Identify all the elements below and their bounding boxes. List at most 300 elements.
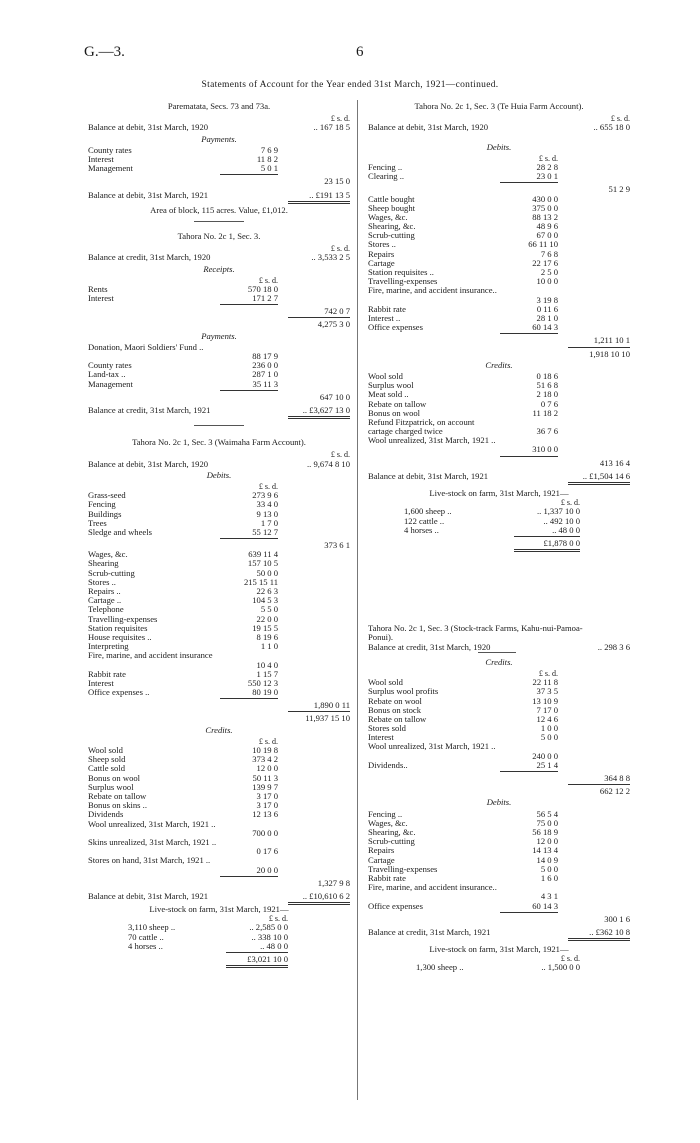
ledger-row	[88, 688, 350, 697]
debits-heading: Debits.	[206, 469, 232, 480]
ledger-amount: 22 6 3	[256, 586, 278, 597]
ledger-label: Sledge and wheels	[88, 526, 152, 537]
ledger-row	[368, 286, 630, 304]
ledger-label: Stores sold	[368, 723, 406, 734]
ledger-label: Bonus on wool	[368, 407, 421, 418]
ledger-amount: 171 2 7	[252, 293, 278, 304]
ledger-row	[88, 587, 350, 596]
single-rule	[500, 333, 558, 334]
total-amount: 364 8 8	[604, 773, 630, 784]
ledger-label: County rates	[88, 144, 132, 155]
section-title: Tahora No. 2c 1, Sec. 3 (Stock-track Farms, Kahu-nui-Pamoa-Ponui).	[368, 623, 583, 643]
single-rule	[500, 456, 558, 457]
ledger-amount: 0 17 6	[256, 846, 278, 857]
ledger-amount: 215 15 11	[243, 576, 278, 587]
ledger-label: Bonus on skins ..	[88, 800, 147, 811]
double-rule	[568, 482, 630, 485]
ledger-amount: 5 5 0	[260, 604, 278, 615]
ledger-row	[368, 231, 630, 240]
ledger-row	[368, 323, 630, 332]
ledger-amount: 8 19 6	[256, 631, 278, 642]
ledger-label: Repairs	[368, 248, 395, 259]
total-amount: 742 0 7	[324, 306, 350, 317]
ledger-row	[88, 380, 350, 389]
ledger-row	[88, 361, 350, 370]
currency-header	[88, 482, 350, 491]
ledger-row	[368, 250, 630, 259]
ledger-amount: 3 19 8	[536, 294, 558, 305]
currency-header	[88, 737, 350, 746]
ledger-row	[88, 569, 350, 578]
ledger-label: Interest	[368, 732, 394, 743]
currency-header-label: £ s. d.	[538, 153, 558, 163]
ledger-amount: 7 6 9	[260, 144, 278, 155]
ledger-amount: 7 6 8	[540, 248, 558, 259]
ledger-row	[88, 294, 350, 303]
ledger-row	[368, 418, 630, 436]
ledger-label: Rents	[88, 283, 108, 294]
ledger-amount: 67 0 0	[536, 230, 558, 241]
single-rule	[288, 711, 350, 712]
ledger-label: Cattle sold	[88, 763, 125, 774]
ledger-label: Fire, marine, and accident insurance	[88, 650, 213, 661]
total-amount: 662 12 2	[599, 786, 630, 797]
ledger-total	[88, 393, 350, 402]
double-rule	[288, 902, 350, 905]
balance-row	[368, 123, 630, 132]
ledger-label: Cartage	[368, 257, 395, 268]
ledger-label: Wages, &c.	[88, 549, 128, 560]
currency-header-label: £ s. d.	[330, 244, 350, 254]
section-title: Parematata, Secs. 73 and 73a.	[167, 101, 271, 111]
ledger-row	[368, 305, 630, 314]
ledger-label: Refund Fitzpatrick, on account cartage charged twice	[368, 416, 475, 437]
balance-row	[88, 123, 350, 132]
currency-header-label: £ s. d.	[538, 668, 558, 678]
balance-amount: .. 298 3 6	[597, 641, 630, 652]
ledger-label: Cartage ..	[88, 595, 122, 606]
ledger-label: Cattle bought	[368, 193, 415, 204]
ledger-rule	[88, 415, 350, 419]
balance-label: Balance at credit, 31st March, 1921	[368, 926, 491, 937]
ledger-amount: 1 0 0	[540, 723, 558, 734]
ledger-total	[88, 320, 350, 329]
ledger-row	[88, 491, 350, 500]
ledger-row	[88, 856, 350, 874]
ledger-label: Grass-seed	[88, 490, 126, 501]
left-column	[88, 102, 350, 968]
double-rule	[226, 965, 288, 968]
ledger-amount: 10 19 8	[252, 745, 278, 756]
ledger-amount: 0 11 6	[536, 303, 558, 314]
balance-row	[368, 928, 630, 937]
ledger-label: Station requisites	[88, 622, 148, 633]
ledger-row	[368, 163, 630, 172]
debits-heading: Debits.	[486, 797, 512, 808]
balance-amount: .. £362 10 8	[589, 926, 630, 937]
balance-amount: .. £3,627 13 0	[302, 404, 350, 415]
total-amount: 4,275 3 0	[317, 319, 350, 330]
ledger-amount: 50 0 0	[256, 567, 278, 578]
ledger-row	[88, 596, 350, 605]
ledger-amount: 88 13 2	[532, 211, 558, 222]
currency-header	[88, 276, 350, 285]
currency-header-label: £ s. d.	[258, 275, 278, 285]
ledger-amount: 287 1 0	[252, 369, 278, 380]
right-column	[368, 102, 630, 973]
currency-header-label: £ s. d.	[330, 114, 350, 124]
page-number: 6	[356, 44, 364, 60]
ledger-amount: 373 4 2	[252, 754, 278, 765]
spacer	[368, 652, 630, 656]
ledger-label: Rabbit rate	[368, 303, 406, 314]
balance-row	[88, 191, 350, 200]
ledger-total	[368, 459, 630, 468]
balance-label: Balance at debit, 31st March, 1921	[88, 890, 209, 901]
balance-label: Balance at debit, 31st March, 1920	[88, 458, 209, 469]
balance-amount: .. £1,504 14 6	[582, 470, 630, 481]
ledger-label: Station requisites ..	[368, 267, 434, 278]
ledger-label: Fire, marine, and accident insurance..	[368, 285, 497, 296]
ledger-total	[88, 714, 350, 723]
ledger-amount: 5 0 0	[540, 732, 558, 743]
ledger-label: Meat sold ..	[368, 389, 409, 400]
livestock-row	[368, 963, 630, 972]
ledger-label: House requisites ..	[88, 631, 152, 642]
ledger-amount: 310 0 0	[532, 444, 558, 455]
livestock-total-amount: £3,021 10 0	[247, 954, 288, 965]
ledger-amount: 51 6 8	[536, 380, 558, 391]
ledger-label: Buildings	[88, 508, 122, 519]
ledger-amount: 639 11 4	[248, 549, 278, 560]
ledger-amount: 0 7 6	[540, 398, 558, 409]
ledger-amount: 157 10 5	[247, 558, 278, 569]
spacer	[368, 133, 630, 141]
ledger-total	[88, 307, 350, 316]
livestock-label: 122 cattle ..	[404, 515, 445, 526]
ledger-label: Wool unrealized, 31st March, 1921 ..	[88, 818, 216, 829]
ledger-label: Rabbit rate	[368, 872, 406, 883]
single-rule	[220, 304, 278, 305]
ledger-label: Travelling-expenses	[368, 276, 438, 287]
currency-header-label: £ s. d.	[258, 736, 278, 746]
ledger-row	[368, 761, 630, 770]
balance-row	[88, 406, 350, 415]
ledger-amount: 0 18 6	[536, 370, 558, 381]
single-rule	[220, 538, 278, 539]
livestock-amount: .. 48 0 0	[260, 940, 288, 951]
ledger-label: Fencing	[88, 499, 116, 510]
ledger-amount: 22 11 8	[532, 677, 558, 688]
ledger-label: Wages, &c.	[368, 211, 408, 222]
livestock-amount: .. 1,500 0 0	[541, 962, 580, 973]
ledger-amount: 14 0 9	[536, 854, 558, 865]
receipts-heading: Receipts.	[203, 263, 235, 274]
currency-header	[368, 954, 630, 963]
ledger-label: Land-tax ..	[88, 369, 126, 380]
credits-heading: Credits.	[485, 656, 513, 667]
currency-header-label: £ s. d.	[258, 481, 278, 491]
ledger-label: Office expenses	[368, 322, 423, 333]
livestock-total	[88, 955, 350, 964]
ledger-amount: 50 11 3	[252, 772, 278, 783]
ledger-amount: 10 4 0	[256, 659, 278, 670]
ledger-amount: 13 10 9	[532, 695, 558, 706]
balance-label: Balance at credit, 31st March, 1920	[88, 252, 211, 263]
block-area-note: Area of block, 115 acres. Value, £1,012.	[150, 204, 288, 215]
ledger-label: Donation, Maori Soldiers' Fund ..	[88, 341, 204, 352]
balance-amount: .. 9,674 8 10	[307, 458, 350, 469]
ledger-label: Wool sold	[368, 370, 403, 381]
single-rule	[220, 698, 278, 699]
ledger-amount: 37 3 5	[536, 686, 558, 697]
spacer	[368, 552, 630, 624]
balance-label: Balance at credit, 31st March, 1921	[88, 404, 211, 415]
ledger-label: Wool sold	[368, 677, 403, 688]
total-amount: 647 10 0	[319, 391, 350, 402]
ledger-amount: 430 0 0	[532, 193, 558, 204]
ledger-label: Scrub-cutting	[88, 567, 135, 578]
ledger-row	[368, 172, 630, 181]
livestock-label: 4 horses ..	[128, 940, 163, 951]
ledger-label: Management	[88, 163, 133, 174]
balance-label: Balance at debit, 31st March, 1920	[368, 122, 489, 133]
ledger-amount: 22 0 0	[256, 613, 278, 624]
document-code: G.—3.	[84, 44, 125, 60]
total-amount: 1,918 10 10	[589, 348, 630, 359]
ledger-amount: 9 13 0	[256, 508, 278, 519]
ledger-amount: 5 0 1	[260, 163, 278, 174]
ledger-amount: 25 1 4	[536, 759, 558, 770]
ledger-amount: 2 18 0	[536, 389, 558, 400]
ledger-label: Shearing, &c.	[368, 221, 416, 232]
ledger-amount: 36 7 6	[536, 426, 558, 437]
ledger-total	[368, 774, 630, 783]
ledger-label: Rebate on tallow	[368, 713, 427, 724]
ledger-amount: 1 7 0	[260, 517, 278, 528]
ledger-row	[88, 510, 350, 519]
ledger-amount: 19 15 5	[252, 622, 278, 633]
balance-row	[368, 472, 630, 481]
ledger-amount: 23 0 1	[536, 171, 558, 182]
ledger-label: Cartage	[368, 854, 395, 865]
ledger-label: Wool unrealized, 31st March, 1921 ..	[368, 435, 496, 446]
ledger-label: Shearing	[88, 558, 119, 569]
ledger-amount: 2 5 0	[540, 267, 558, 278]
ledger-amount: 10 0 0	[536, 276, 558, 287]
ledger-amount: 55 12 7	[252, 526, 278, 537]
ledger-amount: 35 11 3	[252, 378, 278, 389]
livestock-label: 70 cattle ..	[128, 931, 164, 942]
currency-header-label: £ s. d.	[268, 914, 288, 924]
balance-amount: .. £191 13 5	[309, 189, 350, 200]
ledger-row	[368, 902, 630, 911]
ledger-label: Interpreting	[88, 641, 129, 652]
ledger-total	[368, 915, 630, 924]
ledger-amount: 139 9 7	[252, 781, 278, 792]
ledger-rule	[88, 964, 350, 968]
livestock-total	[368, 539, 630, 548]
credits-heading: Credits.	[485, 359, 513, 370]
ledger-row	[368, 846, 630, 855]
single-rule	[568, 347, 630, 348]
ledger-label: Interest	[88, 293, 114, 304]
ledger-row	[88, 578, 350, 587]
double-rule	[568, 938, 630, 941]
ledger-amount: 1 15 7	[256, 668, 278, 679]
total-amount: 1,327 9 8	[317, 877, 350, 888]
page-title: Statements of Account for the Year ended 31st March, 1921—continued.	[201, 80, 499, 90]
ledger-label: Dividends	[88, 809, 124, 820]
ledger-row	[368, 724, 630, 733]
balance-amount: .. £10,610 6 2	[302, 890, 350, 901]
currency-header-label: £ s. d.	[560, 498, 580, 508]
ledger-total	[368, 336, 630, 345]
ledger-label: Telephone	[88, 604, 124, 615]
ledger-row	[368, 837, 630, 846]
ledger-amount: 14 13 4	[532, 845, 558, 856]
ledger-label: Scrub-cutting	[368, 230, 415, 241]
ledger-row	[88, 838, 350, 856]
ledger-label: Interest ..	[368, 312, 401, 323]
ledger-row	[88, 651, 350, 669]
ledger-amount: 5 0 0	[540, 863, 558, 874]
livestock-amount: .. 492 10 0	[543, 515, 580, 526]
currency-header-label: £ s. d.	[560, 954, 580, 964]
ledger-amount: 700 0 0	[252, 827, 278, 838]
total-amount: 11,937 15 10	[305, 713, 350, 724]
ledger-label: Wages, &c.	[368, 817, 408, 828]
livestock-total-amount: £1,878 0 0	[543, 537, 580, 548]
ledger-label: Travelling-expenses	[88, 613, 158, 624]
currency-header-label: £ s. d.	[610, 114, 630, 124]
ledger-label: Stores ..	[368, 239, 396, 250]
ledger-label: Rebate on tallow	[368, 398, 427, 409]
ledger-label: Surplus wool	[368, 380, 414, 391]
single-rule	[226, 952, 288, 953]
payments-heading: Payments.	[201, 133, 237, 144]
livestock-amount: .. 2,585 0 0	[249, 922, 288, 933]
ledger-total	[368, 350, 630, 359]
section-title: Tahora No. 2c 1, Sec. 3.	[177, 230, 261, 241]
ledger-row	[88, 670, 350, 679]
total-amount: 1,890 0 11	[313, 700, 350, 711]
ledger-amount: 75 0 0	[536, 817, 558, 828]
ledger-label: Wool unrealized, 31st March, 1921 ..	[368, 741, 496, 752]
ledger-amount: 60 14 3	[532, 900, 558, 911]
currency-header-label: £ s. d.	[330, 450, 350, 460]
section-title: Tahora No. 2c 1, Sec. 3 (Waimaha Farm Account).	[132, 437, 306, 448]
ledger-label: County rates	[88, 360, 132, 371]
single-rule	[514, 536, 580, 537]
ledger-amount: 88 17 9	[252, 351, 278, 362]
ledger-amount: 3 17 0	[256, 790, 278, 801]
ledger-amount: 375 0 0	[532, 202, 558, 213]
ledger-row	[368, 883, 630, 901]
ledger-label: Repairs ..	[88, 586, 121, 597]
ledger-label: Skins unrealized, 31st March, 1921 ..	[88, 836, 217, 847]
ledger-amount: 104 5 3	[252, 595, 278, 606]
ledger-row	[368, 240, 630, 249]
currency-header	[368, 669, 630, 678]
ledger-label: Stores on hand, 31st March, 1921 ..	[88, 855, 211, 866]
ledger-label: Bonus on stock	[368, 704, 421, 715]
credits-heading: Credits.	[205, 724, 233, 735]
livestock-row	[88, 942, 350, 951]
ledger-label: Fire, marine, and accident insurance..	[368, 882, 497, 893]
column-divider	[357, 100, 358, 1100]
ledger-label: Rabbit rate	[88, 668, 126, 679]
ledger-rule	[368, 937, 630, 941]
ledger-label: Dividends..	[368, 759, 408, 770]
ledger-rule	[88, 200, 350, 204]
balance-label: Balance at debit, 31st March, 1921	[88, 189, 209, 200]
livestock-amount: .. 338 10 0	[251, 931, 288, 942]
livestock-label: 1,300 sheep ..	[416, 962, 464, 973]
ledger-label: Clearing ..	[368, 171, 405, 182]
total-amount: 373 6 1	[324, 540, 350, 551]
single-rule	[500, 182, 558, 183]
total-amount: 1,211 10 1	[593, 335, 630, 346]
livestock-title: Live-stock on farm, 31st March, 1921—	[429, 944, 569, 955]
ledger-label: Trees	[88, 517, 107, 528]
balance-row	[88, 460, 350, 469]
ledger-row	[88, 801, 350, 810]
ledger-label: Shearing, &c.	[368, 827, 416, 837]
ledger-row	[88, 746, 350, 755]
ledger-total	[88, 701, 350, 710]
total-amount: 300 1 6	[604, 913, 630, 924]
ledger-label: Rebate on wool	[368, 695, 422, 706]
ledger-label: Stores ..	[88, 576, 116, 587]
ledger-amount: 570 18 0	[247, 283, 278, 294]
ledger-label: Office expenses ..	[88, 687, 150, 698]
ledger-amount: 20 0 0	[256, 864, 278, 875]
ledger-label: Fencing ..	[368, 808, 403, 819]
ledger-amount: 3 17 0	[256, 800, 278, 811]
ledger-amount: 236 0 0	[252, 360, 278, 371]
ledger-label: Wool sold	[88, 745, 123, 756]
total-amount: 51 2 9	[608, 184, 630, 195]
ledger-amount: 11 18 2	[532, 407, 558, 418]
ledger-rule	[368, 481, 630, 485]
ledger-amount: 28 1 0	[536, 312, 558, 323]
debits-heading: Debits.	[486, 141, 512, 152]
ledger-label: Bonus on wool	[88, 772, 141, 783]
ledger-amount: 33 4 0	[256, 499, 278, 510]
ledger-row	[88, 528, 350, 537]
single-rule	[220, 174, 278, 175]
ledger-label: Sheep sold	[88, 754, 126, 765]
ledger-row	[88, 343, 350, 361]
currency-header	[368, 154, 630, 163]
balance-label: Balance at debit, 31st March, 1921	[368, 470, 489, 481]
ledger-amount: 1 6 0	[540, 872, 558, 883]
ledger-total	[88, 177, 350, 186]
ledger-row	[88, 146, 350, 155]
payments-heading: Payments.	[201, 330, 237, 341]
ledger-amount: 11 8 2	[256, 153, 278, 164]
balance-amount: .. 655 18 0	[593, 122, 630, 133]
ledger-rule	[368, 548, 630, 552]
ledger-label: Surplus wool profits	[368, 686, 439, 697]
ledger-row	[88, 550, 350, 559]
ledger-total	[368, 787, 630, 796]
ledger-amount: 22 17 6	[532, 257, 558, 268]
ledger-amount: 48 9 6	[536, 221, 558, 232]
total-amount: 413 16 4	[599, 457, 630, 468]
ledger-row	[88, 820, 350, 838]
